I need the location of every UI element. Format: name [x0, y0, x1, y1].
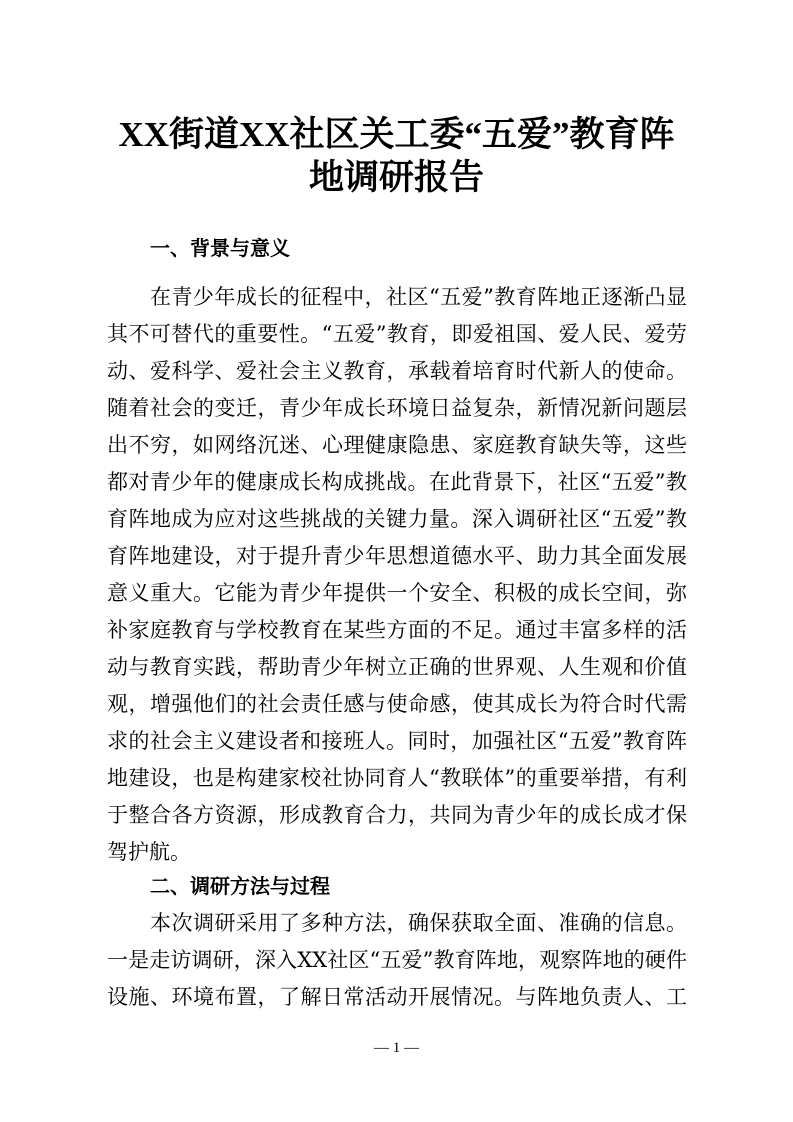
document-title-line-1: XX街道XX社区关工委“五爱”教育阵	[118, 115, 675, 154]
text-line: 随着社会的变迁，青少年成长环境日益复杂，新情况新问题层	[107, 396, 687, 420]
section-heading-background: 一、背景与意义	[150, 236, 290, 260]
text-line: 本次调研采用了多种方法，确保获取全面、准确的信息。	[150, 911, 687, 935]
document-title-line-2: 地调研报告	[308, 158, 484, 197]
section-heading-methods: 二、调研方法与过程	[150, 874, 330, 898]
text-line: 育阵地建设，对于提升青少年思想道德水平、助力其全面发展	[107, 544, 687, 568]
text-line: 都对青少年的健康成长构成挑战。在此背景下，社区“五爱”教	[107, 470, 687, 494]
text-line: 设施、环境布置，了解日常活动开展情况。与阵地负责人、工	[107, 985, 687, 1009]
page-number: — 1 —	[374, 1040, 419, 1056]
text-line: 求的社会主义建设者和接班人。同时，加强社区“五爱”教育阵	[107, 729, 687, 753]
text-line: 在青少年成长的征程中，社区“五爱”教育阵地正逐渐凸显	[150, 285, 687, 309]
text-line: 驾护航。	[107, 840, 191, 864]
section-1-paragraph	[107, 279, 687, 871]
text-line: 意义重大。它能为青少年提供一个安全、积极的成长空间，弥	[107, 581, 687, 605]
text-line: 其不可替代的重要性。“五爱”教育，即爱祖国、爱人民、爱劳	[107, 322, 687, 346]
text-line: 动、爱科学、爱社会主义教育，承载着培育时代新人的使命。	[107, 359, 687, 383]
text-line: 一是走访调研，深入XX社区“五爱”教育阵地，观察阵地的硬件	[107, 948, 687, 972]
text-line: 观，增强他们的社会责任感与使命感，使其成长为符合时代需	[107, 692, 687, 716]
text-line: 地建设，也是构建家校社协同育人“教联体”的重要举措，有利	[107, 766, 687, 790]
text-line: 出不穷，如网络沉迷、心理健康隐患、家庭教育缺失等，这些	[107, 433, 687, 457]
text-line: 动与教育实践，帮助青少年树立正确的世界观、人生观和价值	[107, 655, 687, 679]
section-2-paragraph	[107, 905, 687, 1016]
text-line: 育阵地成为应对这些挑战的关键力量。深入调研社区“五爱”教	[107, 507, 687, 531]
text-line: 补家庭教育与学校教育在某些方面的不足。通过丰富多样的活	[107, 618, 687, 642]
text-line: 于整合各方资源，形成教育合力，共同为青少年的成长成才保	[107, 803, 687, 827]
